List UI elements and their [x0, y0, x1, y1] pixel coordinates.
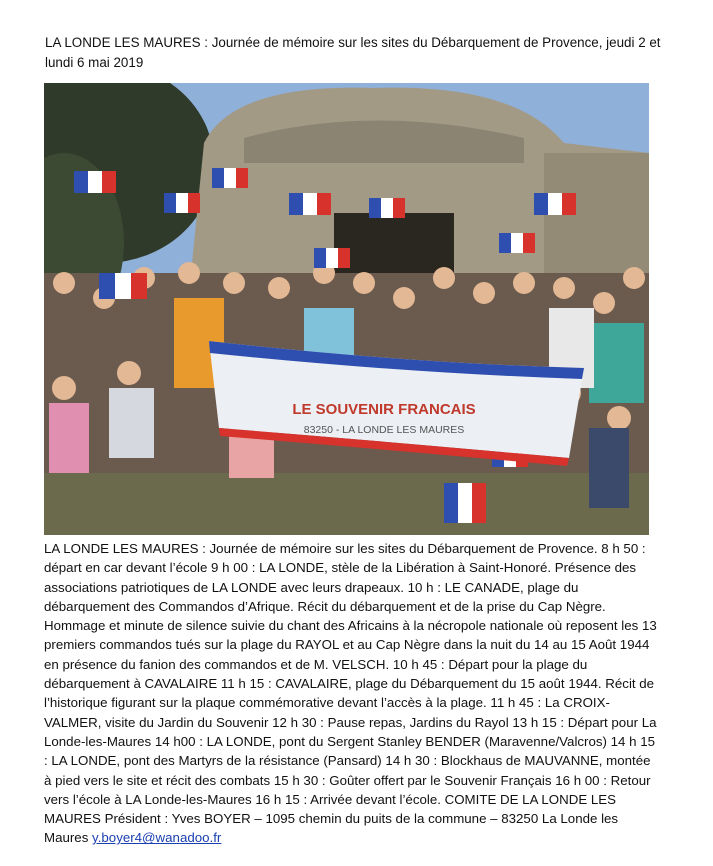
body-paragraph: LA LONDE LES MAURES : Journée de mémoire sur les sites du Débarquement de Provence. 8 h 50 : départ en car devant l’école 9 h 00 : LA LONDE, stèle de la Libération à Saint-Honoré. Présence des associations patriotiques de LA LONDE avec leurs drapeaux. 10 h : LE CANADE, plage du débarquement des Commandos d’Afrique. Récit du débarquement et de la prise du Cap Nègre. Hommage et minute de silence suivie du chant des Africains à la nécropole nationale où reposent les 13 premiers commandos tués sur la plage du RAYOL et au Cap Nègre dans la nuit du 14 au 15 Août 1944 en présence du fanion des commandos et de M. VELSCH. 10 h 45 : Départ pour la plage du débarquement à CAVALAIRE 11 h 15 : CAVALAIRE, plage du Débarquement du 15 août 1944. Récit de l’historique figurant sur la plaque commémorative devant l’accès à la plage. 11 h 45 : La CROIX-VALMER, visite du Jardin du Souvenir 12 h 30 : Pause repas, Jardins du Rayol 13 h 15 : Départ pour La Londe-les-Maures 14 h00 : LA LONDE, pont du Sergent Stanley BENDER (Maravenne/Valcros) 14 h 15 : LA LONDE, pont des Martyrs de la résistance (Pansard) 14 h 30 : Blockhaus de MAUVANNE, montée à pied vers le site et récit des combats 15 h 30 : Goûter offert par le Souvenir Français 16 h 00 : Retour vers l’école à LA Londe-les-Maures 16 h 15 : Arrivée devant l’école. COMITE DE LA LONDE LES MAURES Président : Yves BOYER – 1095 chemin du puits de la commune – 83250 La Londe les Maures: [44, 541, 657, 846]
photo-illustration: [44, 83, 649, 535]
article-title: LA LONDE LES MAURES : Journée de mémoire sur les sites du Débarquement de Provence, jeudi 2 et lundi 6 mai 2019: [45, 35, 661, 70]
group-photo: [44, 83, 649, 535]
banner-title: LE SOUVENIR FRANCAIS: [292, 401, 476, 418]
banner-subtitle: 83250 - LA LONDE LES MAURES: [303, 424, 465, 436]
article-body: [44, 539, 659, 848]
email-link[interactable]: y.boyer4@wanadoo.fr: [92, 830, 222, 846]
